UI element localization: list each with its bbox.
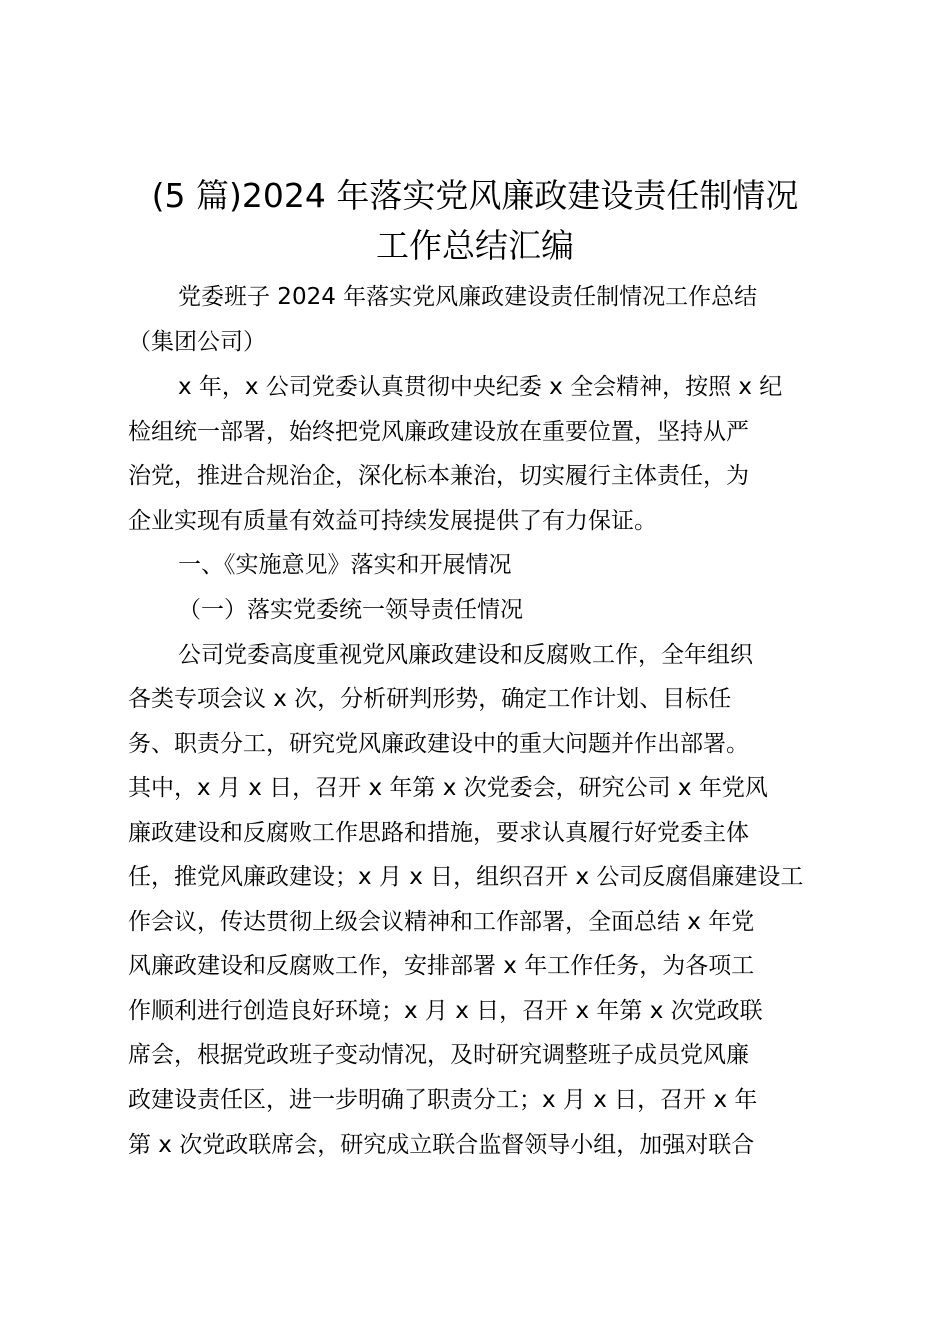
paragraph-2-line-10: 席会，根据党政班子变动情况，及时研究调整班子成员党风廉 bbox=[128, 1042, 749, 1068]
document-title-line-1: (5 篇)2024 年落实党风廉政建设责任制情况 bbox=[151, 176, 799, 215]
paragraph-2-line-9: 作顺利进行创造良好环境；x 月 x 日，召开 x 年第 x 次党政联 bbox=[128, 998, 763, 1024]
paragraph-2-line-11: 政建设责任区，进一步明确了职责分工；x 月 x 日，召开 x 年 bbox=[128, 1087, 758, 1113]
paragraph-2-line-3: 务、职责分工，研究党风廉政建设中的重大问题并作出部署。 bbox=[128, 731, 749, 757]
document-title-line-2: 工作总结汇编 bbox=[376, 226, 574, 265]
paragraph-2-line-7: 作会议，传达贯彻上级会议精神和工作部署，全面总结 x 年党 bbox=[128, 909, 755, 935]
subsection-heading-1: （一）落实党委统一领导责任情况 bbox=[178, 597, 523, 623]
paragraph-1-line-3: 治党，推进合规治企，深化标本兼治，切实履行主体责任，为 bbox=[128, 463, 749, 489]
paragraph-2-line-6: 任，推党风廉政建设；x 月 x 日，组织召开 x 公司反腐倡廉建设工 bbox=[128, 864, 804, 890]
paragraph-2-line-2: 各类专项会议 x 次，分析研判形势，确定工作计划、目标任 bbox=[128, 686, 732, 712]
paragraph-2-line-12: 第 x 次党政联席会，研究成立联合监督领导小组，加强对联合 bbox=[128, 1132, 755, 1158]
paragraph-2-line-5: 廉政建设和反腐败工作思路和措施，要求认真履行好党委主体 bbox=[128, 820, 749, 846]
paragraph-2-line-1: 公司党委高度重视党风廉政建设和反腐败工作，全年组织 bbox=[178, 642, 753, 668]
section-heading-1: 一、《实施意见》落实和开展情况 bbox=[178, 552, 512, 578]
paragraph-1-line-2: 检组统一部署，始终把党风廉政建设放在重要位置，坚持从严 bbox=[128, 419, 749, 445]
subtitle-line-1: 党委班子 2024 年落实党风廉政建设责任制情况工作总结 bbox=[178, 284, 758, 310]
paragraph-2-line-8: 风廉政建设和反腐败工作，安排部署 x 年工作任务，为各项工 bbox=[128, 953, 755, 979]
paragraph-1-line-4: 企业实现有质量有效益可持续发展提供了有力保证。 bbox=[128, 508, 657, 534]
paragraph-1-line-1: x 年，x 公司党委认真贯彻中央纪委 x 全会精神，按照 x 纪 bbox=[178, 374, 783, 400]
paragraph-2-line-4: 其中，x 月 x 日，召开 x 年第 x 次党委会，研究公司 x 年党风 bbox=[128, 775, 768, 801]
subtitle-line-2: （集团公司） bbox=[128, 329, 266, 355]
